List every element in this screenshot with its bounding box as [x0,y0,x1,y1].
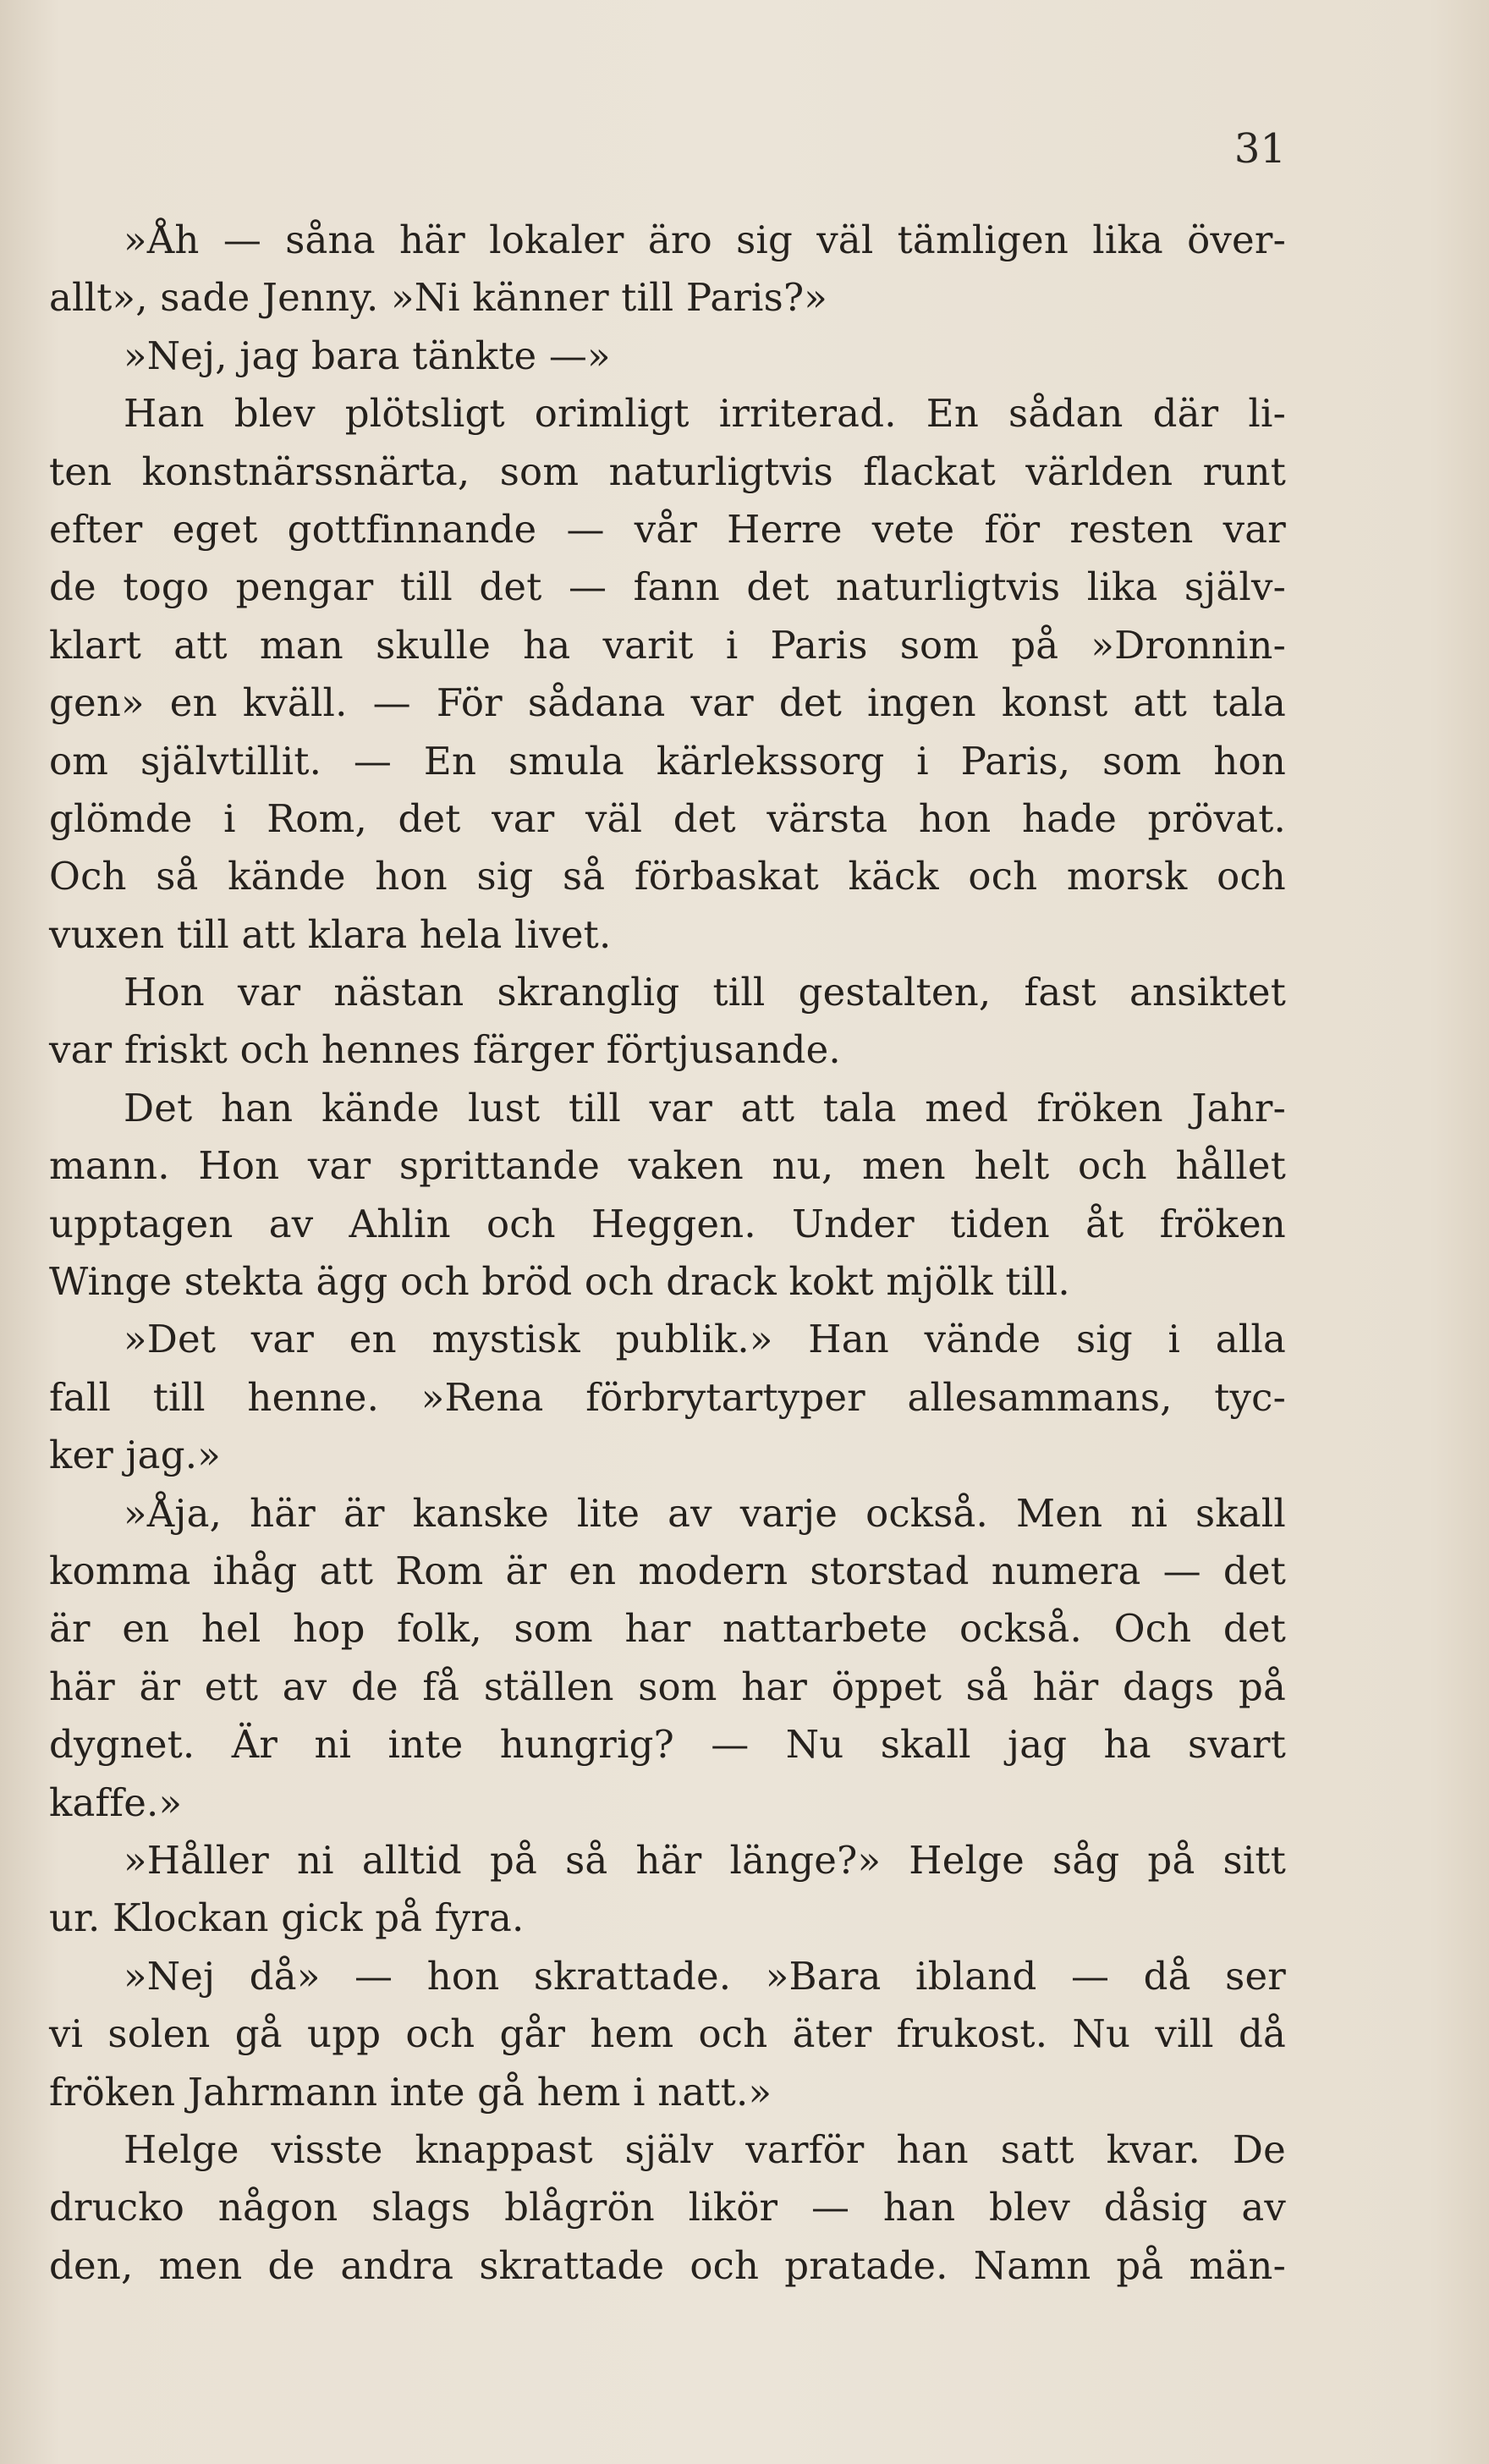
text-line: »Åh — såna här lokaler äro sig väl tämligen lika över- [124,217,1286,262]
text-line: Winge stekta ägg och bröd och drack kokt mjölk till. [49,1259,1070,1305]
text-line: upptagen av Ahlin och Heggen. Under tiden åt fröken [49,1201,1286,1246]
text-line: glömde i Rom, det var väl det värsta hon hade prövat. [49,795,1286,841]
text-line: ker jag.» [49,1433,221,1478]
text-line: ur. Klockan gick på fyra. [49,1895,525,1941]
text-line: drucko någon slags blågrön likör — han blev dåsig av [49,2185,1286,2230]
text-line: klart att man skulle ha varit i Paris som på »Dronnin- [49,622,1286,668]
text-line: den, men de andra skrattade och pratade. Namn på män- [49,2242,1286,2288]
text-line: allt», sade Jenny. »Ni känner till Paris?» [49,275,828,321]
body-text [49,212,1286,2295]
text-line: »Åja, här är kanske lite av varje också. Men ni skall [124,1490,1286,1536]
text-line: »Nej, jag bara tänkte —» [124,333,611,378]
text-line: »Nej då» — hon skrattade. »Bara ibland — då ser [124,1953,1286,1999]
text-line: komma ihåg att Rom är en modern storstad numera — det [49,1548,1286,1593]
page-number: 31 [1234,125,1286,173]
text-line: »Det var en mystisk publik.» Han vände sig i alla [124,1317,1286,1362]
text-line: Det han kände lust till var att tala med fröken Jahr- [124,1085,1286,1130]
text-line: Helge visste knappast själv varför han satt kvar. De [124,2126,1286,2172]
text-line: är en hel hop folk, som har nattarbete också. Och det [49,1606,1286,1652]
text-line: vi solen gå upp och går hem och äter frukost. Nu vill då [49,2011,1286,2057]
text-line: Hon var nästan skranglig till gestalten, fast ansiktet [124,970,1286,1015]
text-line: Och så kände hon sig så förbaskat käck och morsk och [49,854,1286,899]
text-line: vuxen till att klara hela livet. [49,911,612,957]
text-line: kaffe.» [49,1779,183,1825]
text-line: efter eget gottfinnande — vår Herre vete för resten var [49,506,1286,552]
text-line: »Håller ni alltid på så här länge?» Helge såg på sitt [124,1837,1286,1883]
text-line: ten konstnärssnärta, som naturligtvis flackat världen runt [49,448,1286,494]
text-line: om självtillit. — En smula kärlekssorg i Paris, som hon [49,738,1286,784]
text-line: de togo pengar till det — fann det naturligtvis lika själv- [49,564,1286,610]
text-line: gen» en kväll. — För sådana var det ingen konst att tala [49,680,1286,726]
text-line: mann. Hon var sprittande vaken nu, men helt och hållet [49,1143,1286,1189]
text-line: här är ett av de få ställen som har öppet så här dags på [49,1664,1286,1709]
text-line: Han blev plötsligt orimligt irriterad. En sådan där li- [124,391,1286,437]
text-line: var friskt och hennes färger förtjusande. [49,1027,841,1073]
text-line: dygnet. Är ni inte hungrig? — Nu skall jag ha svart [49,1722,1286,1768]
text-line: fröken Jahrmann inte gå hem i natt.» [49,2069,772,2115]
text-line: fall till henne. »Rena förbrytartyper allesammans, tyc- [49,1374,1286,1420]
